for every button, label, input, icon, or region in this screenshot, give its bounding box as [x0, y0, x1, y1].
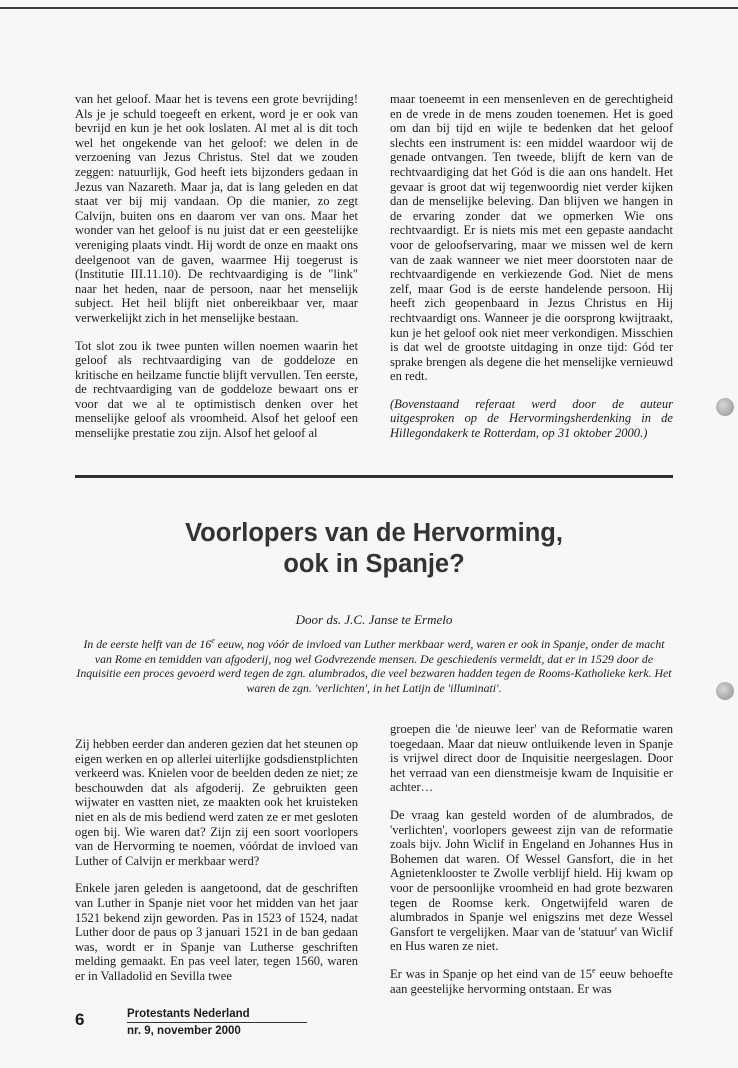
intro-paragraph	[75, 637, 673, 695]
byline: Door ds. J.C. Janse te Ermelo	[295, 612, 453, 627]
paragraph: De vraag kan gesteld worden of de alumbrados, de 'verlichten', voorlopers geweest zijn van de reformatie zoals bijv. John Wiclif in Engeland en Johannes Hus in Bohemen dat waren. Of Wessel Gansfort, die in het Agnietenklooster te Zwolle verblijf hield. Hij kwam op voor de persoonlijke vroomheid en had grote bezwaren tegen de Roomse kerk. Ongetwijfeld waren de alumbrados in Spanje wel enigszins met deze Wessel Gansfort te vergelijken. Maar van de 'statuur' van Wiclif en Hus waren ze niet.	[390, 807, 673, 954]
last-text-b: eeuw behoefte aan geestelijke hervorming ontstaan. Er was	[390, 966, 674, 996]
article1-left-column	[75, 92, 358, 454]
punch-hole-icon	[716, 398, 734, 416]
magazine-name: Protestants Nederland	[127, 1008, 250, 1020]
paragraph: van het geloof. Maar het is tevens een grote bevrijding! Als je je schuld toegeeft en erkent, word je er ook van bevrijd en kun je het ook loslaten. Al met al is dit toch wel het ongekende van het geloof: we delen in de verzoening van Jezus Christus. Stel dat we zouden zeggen: natuurlijk, God heeft iets bijzonders gedaan in Jezus van Nazareth. Maar ja, dat is lang geleden en dat staat ver bij mij vandaan. Op die manier, zo zegt Calvijn, buiten ons en daarom ver van ons. Maar het wonder van het geloof is nu juist dat er een geestelijke vereniging plaats vindt. Hij wordt de onze en maakt ons deelgenoot van de gaven, waarmee Hij toegerust is (Institutie III.11.10). De rechtvaardiging is de "link" naar het heden, naar de persoon, naar het menselijk subject. Het heil blijft niet onbereikbaar ver, maar verwerkelijkt zich in het menselijke bestaan.	[75, 92, 358, 325]
paragraph: Zij hebben eerder dan anderen gezien dat het steunen op eigen werken en op allerlei uiterlijke godsdienstplichten verkeerd was. Knielen voor de beelden deden ze niet; ze beschouwden dat als afgoderij. Ze gebruikten geen wijwater en vastten niet, ze maakten ook het kruisteken niet en als de mis bediend werd zaten ze er met gesloten ogen bij. Wie waren dat? Zijn zij een soort voorlopers van de Hervorming te noemen, vóórdat de invloed van Luther of Calvijn er merkbaar werd?	[75, 737, 358, 868]
lecture-note: (Bovenstaand referaat werd door de auteur uitgesproken op de Hervormingsherdenking in de Hillegondakerk te Rotterdam, op 31 oktober 2000.)	[390, 396, 673, 441]
last-text-a: Er was in Spanje op het eind van de 15	[390, 966, 593, 981]
footer	[127, 1007, 307, 1038]
intro-superscript: e	[211, 636, 215, 646]
article-title	[75, 518, 673, 580]
title-line-1: Voorlopers van de Hervorming,	[185, 519, 563, 547]
footer-divider	[127, 1022, 307, 1023]
intro-text-b: eeuw, nog vóór de invloed van Luther merkbaar werd, waren er ook in Spanje, onder de macht van Rome en temidden van afgoderij, nog wel Godvrezende mensen. De geschiedenis vermeldt, dat er in 1529 door de Inquisitie een proces gevoerd werd tegen de zgn. alumbrados, die veel bezwaren hadden tegen de Rooms-Katholieke kerk. Het waren de zgn. 'verlichten', in het Latijn de 'illuminati'.	[76, 637, 672, 695]
intro-text-a: In de eerste helft van de 16	[83, 637, 212, 651]
page-number: 6	[75, 1010, 85, 1029]
section-divider	[75, 475, 673, 478]
paragraph: groepen die 'de nieuwe leer' van de Reformatie waren toegedaan. Maar dat nieuw ontluikende leven in Spanje is vrijwel direct door de Inquisitie neergeslagen. Door het verraad van een dienstmeisje kwam de Inquisitie er achter…	[390, 722, 673, 795]
issue-info: nr. 9, november 2000	[127, 1025, 241, 1037]
punch-hole-icon	[716, 682, 734, 700]
top-border-line	[0, 7, 738, 9]
article2-right-column	[390, 722, 673, 1009]
paragraph: Tot slot zou ik twee punten willen noemen waarin het geloof als rechtvaardiging van de goddeloze en kritische en heilzame functie blijft vervullen. Ten eerste, de rechtvaardiging van de goddeloze bewaart ons er voor dat we al te optimistisch denken over het menselijke geloof als vroomheid. Alsof het geloof een menselijke prestatie zou zijn. Alsof het geloof al	[75, 338, 358, 441]
title-line-2: ook in Spanje?	[283, 550, 465, 578]
paragraph	[390, 967, 673, 996]
paragraph: Enkele jaren geleden is aangetoond, dat de geschriften van Luther in Spanje niet voor het midden van het jaar 1521 bekend zijn geworden. Pas in 1523 of 1524, nadat Luther door de paus op 3 januari 1521 in de ban gedaan was, wordt er in Spanje van Lutherse geschriften melding gemaakt. En pas veel later, tegen 1560, waren er in Valladolid en Sevilla twee	[75, 881, 358, 983]
paragraph: maar toeneemt in een mensenleven en de gerechtigheid en de vrede in de mens zouden toenemen. Het is goed om dan bij tijd en wijle te bedenken dat het geloof slechts een instrument is: een middel waardoor wij de genade ontvangen. Ten tweede, blijft de kern van de rechtvaardiging dat het Gód is die aan ons handelt. Het gevaar is groot dat wij tegenwoordig niet verder kijken dan de menselijke beleving. Dan blijven we hangen in de ervaring zonder dat we opmerken Wie ons rechtvaardigt. Er is niets mis met een gepaste aandacht voor de geloofservaring, maar we missen wel de kern van de zaak wanneer we niet meer doorstoten naar de rechtvaardigende en verkiezende God. Niet de mens zelf, maar God is de eerste handelende persoon. Hij heeft zich geopenbaard in Jezus Christus en Hij rechtvaardigt ons. Wanneer je die oorsprong kwijtraakt, kun je het geloof ook niet meer verkondigen. Misschien is dat wel de grootste uitdaging in onze tijd: Gód ter sprake brengen als degene die het menselijke vernieuwd en redt.	[390, 92, 673, 384]
article2-left-column	[75, 737, 358, 997]
last-superscript: e	[592, 965, 596, 975]
article1-right-column	[390, 92, 673, 454]
